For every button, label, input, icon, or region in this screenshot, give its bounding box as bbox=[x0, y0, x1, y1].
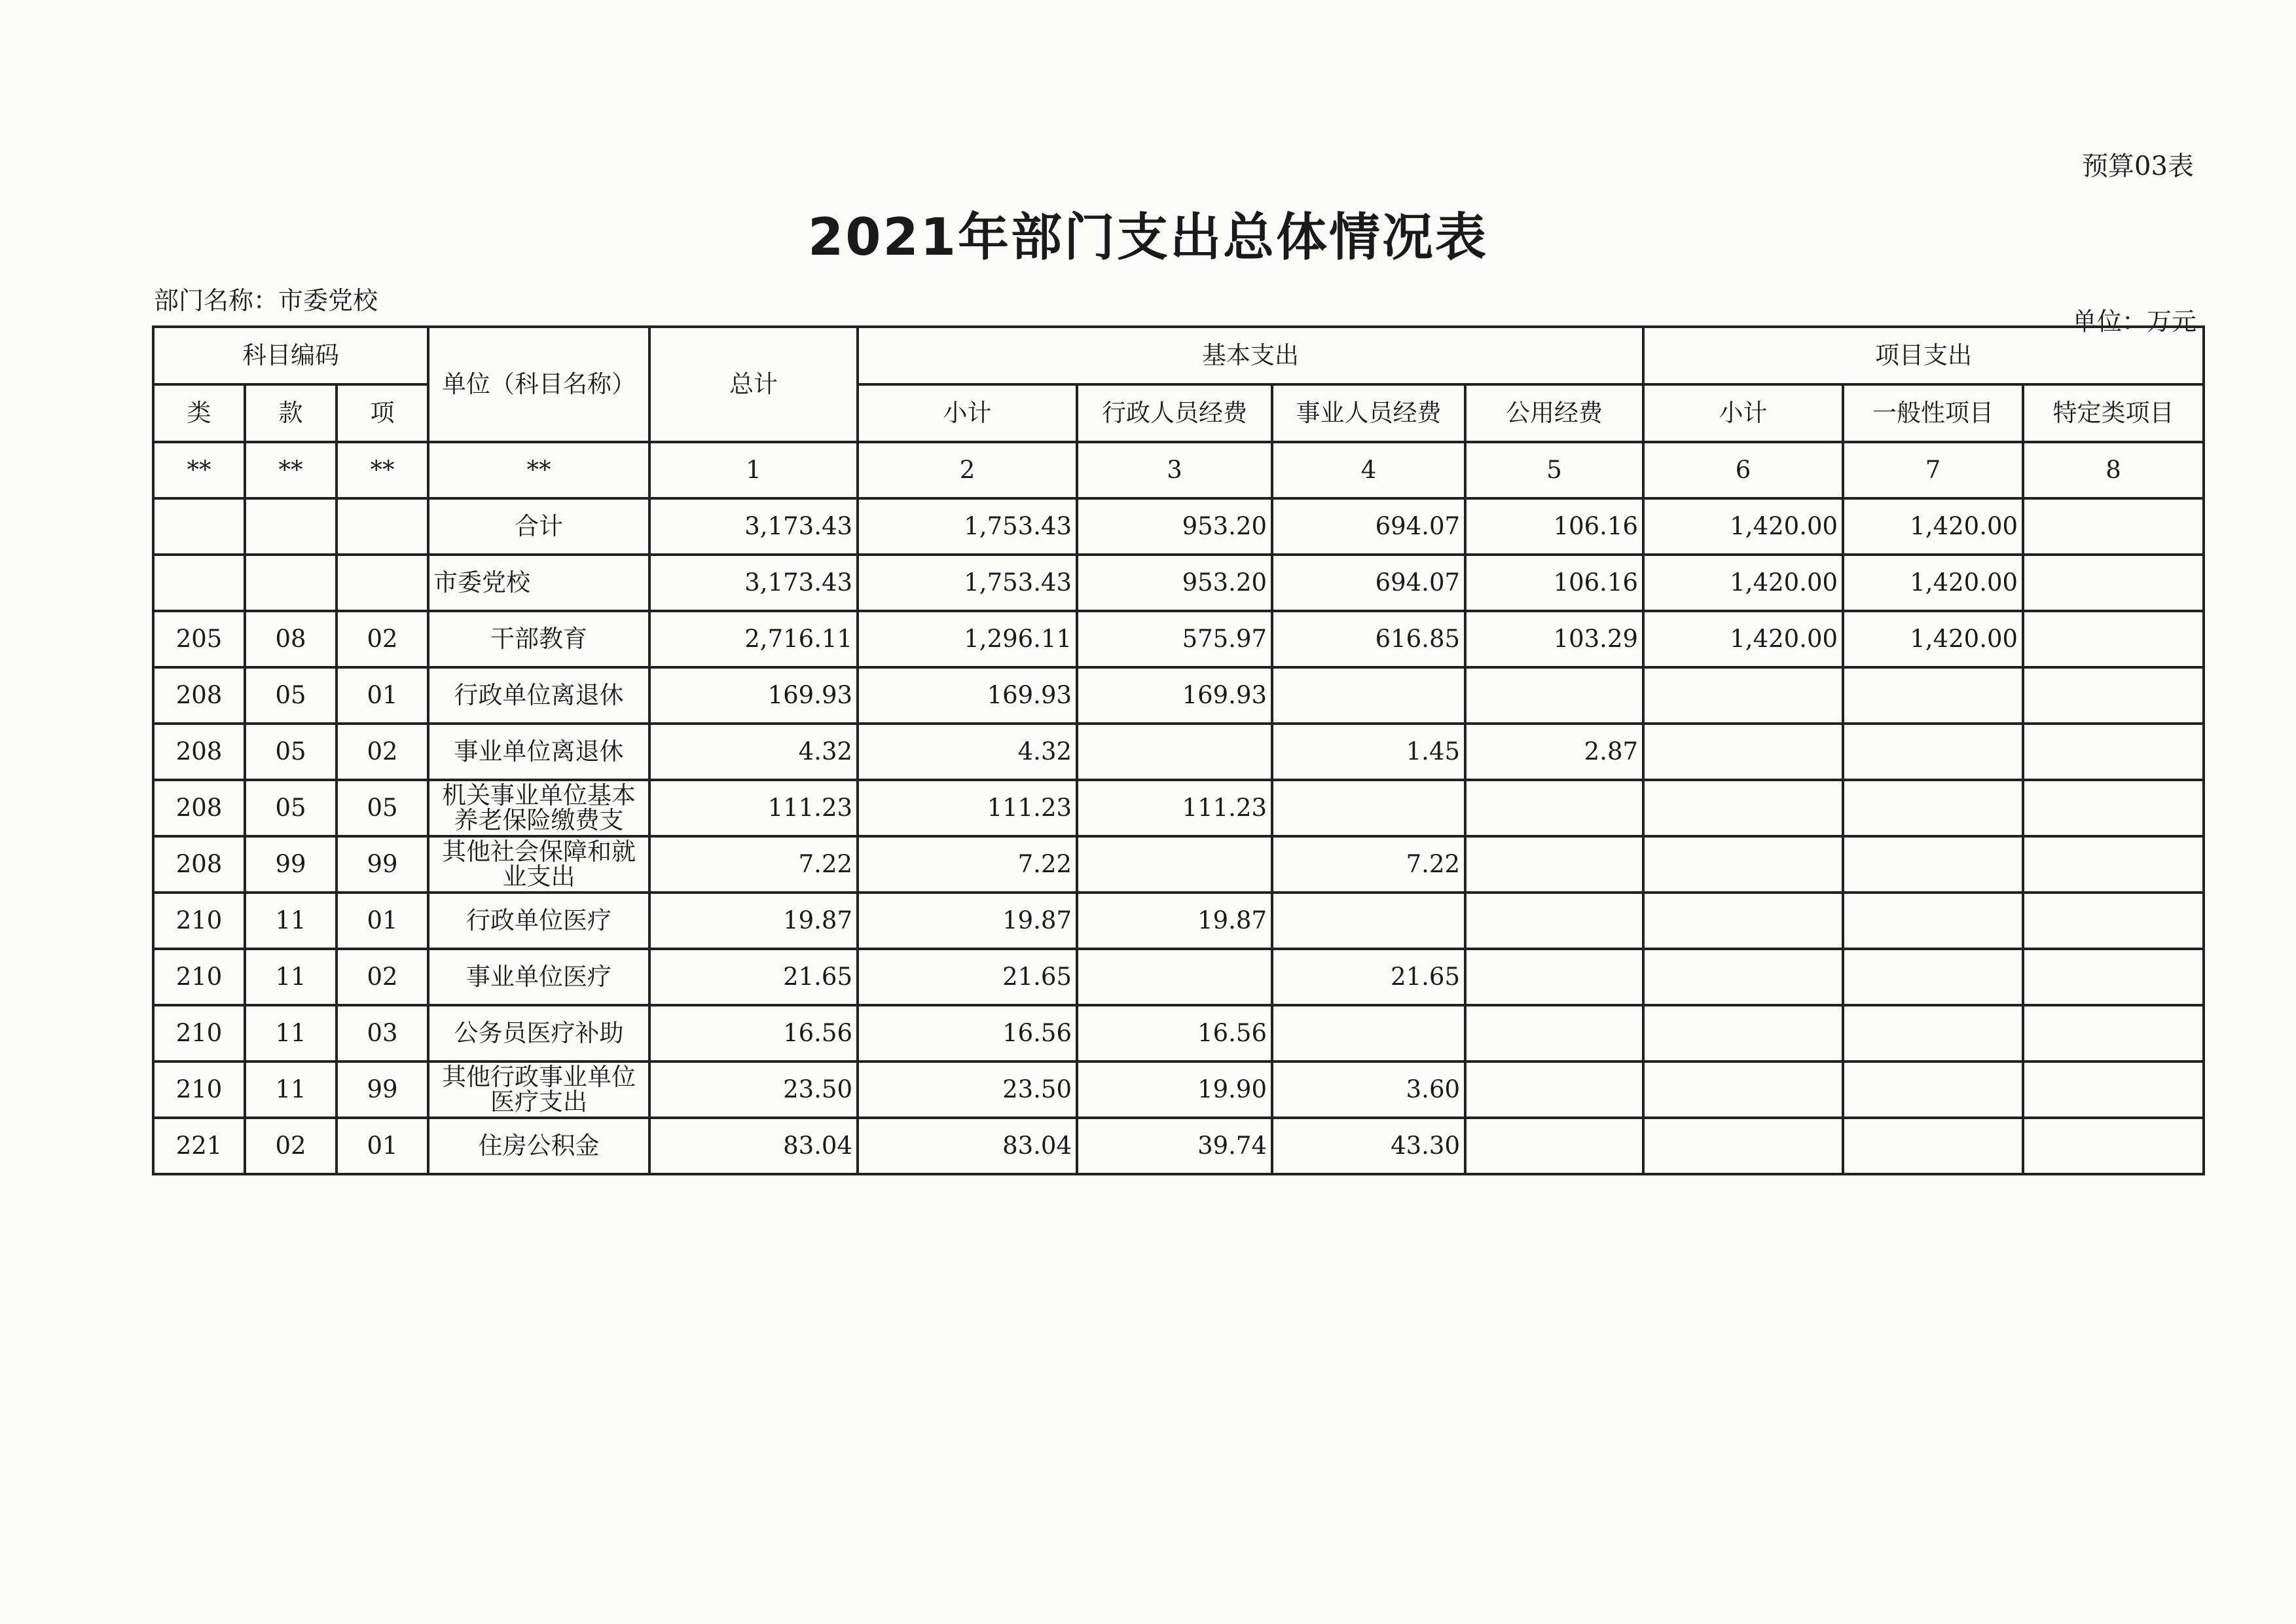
amount-cell: 19.87 bbox=[649, 893, 858, 949]
amount-cell: 103.29 bbox=[1465, 611, 1643, 667]
code-lei-cell: 208 bbox=[153, 724, 245, 780]
amount-cell bbox=[2023, 611, 2204, 667]
subject-name-cell: 机关事业单位基本养老保险缴费支 bbox=[428, 780, 649, 836]
amount-cell bbox=[1643, 724, 1843, 780]
code-kuan-cell: 99 bbox=[245, 836, 337, 893]
table-row bbox=[153, 836, 2204, 893]
department-label: 部门名称：市委党校 bbox=[154, 286, 378, 315]
amount-cell: 19.87 bbox=[858, 893, 1077, 949]
code-xiang-cell: 02 bbox=[337, 949, 428, 1005]
table-row bbox=[153, 611, 2204, 667]
amount-cell: 1,296.11 bbox=[858, 611, 1077, 667]
amount-cell bbox=[1465, 1118, 1643, 1174]
index-cell: ** bbox=[428, 442, 649, 498]
subject-name-cell: 事业单位离退休 bbox=[428, 724, 649, 780]
code-kuan-cell bbox=[245, 498, 337, 555]
code-lei-cell: 208 bbox=[153, 780, 245, 836]
index-cell: 5 bbox=[1465, 442, 1643, 498]
amount-cell bbox=[1643, 893, 1843, 949]
code-xiang-cell: 99 bbox=[337, 1061, 428, 1118]
index-cell: 6 bbox=[1643, 442, 1843, 498]
amount-cell: 16.56 bbox=[1077, 1005, 1272, 1061]
amount-cell: 2,716.11 bbox=[649, 611, 858, 667]
code-lei-cell: 221 bbox=[153, 1118, 245, 1174]
code-lei-cell bbox=[153, 498, 245, 555]
header-project-subtotal: 小计 bbox=[1643, 384, 1843, 442]
table-row bbox=[153, 949, 2204, 1005]
code-kuan-cell: 05 bbox=[245, 724, 337, 780]
code-xiang-cell: 01 bbox=[337, 893, 428, 949]
amount-cell bbox=[2023, 555, 2204, 611]
subject-name-cell: 事业单位医疗 bbox=[428, 949, 649, 1005]
subject-name-cell: 其他社会保障和就业支出 bbox=[428, 836, 649, 893]
amount-cell bbox=[1465, 949, 1643, 1005]
code-xiang-cell: 99 bbox=[337, 836, 428, 893]
amount-cell: 16.56 bbox=[649, 1005, 858, 1061]
amount-cell: 3,173.43 bbox=[649, 498, 858, 555]
amount-cell bbox=[2023, 667, 2204, 724]
code-kuan-cell: 11 bbox=[245, 949, 337, 1005]
amount-cell bbox=[2023, 1061, 2204, 1118]
table-row bbox=[153, 893, 2204, 949]
amount-cell bbox=[1077, 836, 1272, 893]
amount-cell: 169.93 bbox=[1077, 667, 1272, 724]
code-xiang-cell: 02 bbox=[337, 611, 428, 667]
code-kuan-cell: 11 bbox=[245, 893, 337, 949]
index-row bbox=[153, 442, 2204, 498]
amount-cell bbox=[2023, 893, 2204, 949]
code-kuan-cell: 11 bbox=[245, 1005, 337, 1061]
amount-cell bbox=[1843, 1005, 2023, 1061]
table-row bbox=[153, 780, 2204, 836]
amount-cell bbox=[1465, 836, 1643, 893]
subject-name-cell: 公务员医疗补助 bbox=[428, 1005, 649, 1061]
amount-cell: 1,420.00 bbox=[1643, 498, 1843, 555]
amount-cell bbox=[1843, 1061, 2023, 1118]
code-kuan-cell bbox=[245, 555, 337, 611]
index-cell: ** bbox=[337, 442, 428, 498]
amount-cell: 19.87 bbox=[1077, 893, 1272, 949]
unit-label: 单位：万元 bbox=[2072, 307, 2197, 336]
amount-cell: 2.87 bbox=[1465, 724, 1643, 780]
amount-cell: 4.32 bbox=[858, 724, 1077, 780]
subject-name-cell: 行政单位离退休 bbox=[428, 667, 649, 724]
header-kuan: 款 bbox=[245, 384, 337, 442]
amount-cell: 953.20 bbox=[1077, 498, 1272, 555]
header-special-project: 特定类项目 bbox=[2023, 384, 2204, 442]
amount-cell: 7.22 bbox=[649, 836, 858, 893]
amount-cell bbox=[1843, 949, 2023, 1005]
amount-cell: 39.74 bbox=[1077, 1118, 1272, 1174]
page-title: 2021年部门支出总体情况表 bbox=[807, 208, 1489, 267]
amount-cell bbox=[1465, 667, 1643, 724]
code-lei-cell: 205 bbox=[153, 611, 245, 667]
amount-cell bbox=[1465, 893, 1643, 949]
subject-name-cell: 行政单位医疗 bbox=[428, 893, 649, 949]
amount-cell: 1,420.00 bbox=[1643, 611, 1843, 667]
amount-cell bbox=[1843, 667, 2023, 724]
amount-cell: 7.22 bbox=[1272, 836, 1465, 893]
amount-cell: 3.60 bbox=[1272, 1061, 1465, 1118]
amount-cell: 21.65 bbox=[858, 949, 1077, 1005]
index-cell: ** bbox=[245, 442, 337, 498]
subject-name-cell: 干部教育 bbox=[428, 611, 649, 667]
subject-name-cell: 合计 bbox=[428, 498, 649, 555]
index-cell: 8 bbox=[2023, 442, 2204, 498]
amount-cell: 4.32 bbox=[649, 724, 858, 780]
code-lei-cell: 210 bbox=[153, 893, 245, 949]
amount-cell: 111.23 bbox=[858, 780, 1077, 836]
code-xiang-cell bbox=[337, 498, 428, 555]
amount-cell bbox=[1643, 780, 1843, 836]
amount-cell: 106.16 bbox=[1465, 498, 1643, 555]
amount-cell bbox=[1643, 667, 1843, 724]
table-row bbox=[153, 498, 2204, 555]
amount-cell: 694.07 bbox=[1272, 555, 1465, 611]
header-project-expenditure: 项目支出 bbox=[1643, 327, 2204, 384]
amount-cell: 83.04 bbox=[858, 1118, 1077, 1174]
amount-cell: 1,420.00 bbox=[1843, 555, 2023, 611]
amount-cell bbox=[1077, 949, 1272, 1005]
amount-cell bbox=[1272, 1005, 1465, 1061]
amount-cell: 1,420.00 bbox=[1643, 555, 1843, 611]
expenditure-table bbox=[152, 325, 2205, 1175]
amount-cell: 1,420.00 bbox=[1843, 611, 2023, 667]
amount-cell: 3,173.43 bbox=[649, 555, 858, 611]
code-lei-cell: 210 bbox=[153, 1005, 245, 1061]
amount-cell bbox=[2023, 1118, 2204, 1174]
amount-cell: 23.50 bbox=[858, 1061, 1077, 1118]
amount-cell bbox=[1272, 893, 1465, 949]
code-kuan-cell: 05 bbox=[245, 780, 337, 836]
amount-cell: 7.22 bbox=[858, 836, 1077, 893]
amount-cell: 106.16 bbox=[1465, 555, 1643, 611]
subject-name-cell: 住房公积金 bbox=[428, 1118, 649, 1174]
amount-cell: 1,753.43 bbox=[858, 555, 1077, 611]
table-row bbox=[153, 1061, 2204, 1118]
header-admin-staff: 行政人员经费 bbox=[1077, 384, 1272, 442]
amount-cell bbox=[2023, 780, 2204, 836]
index-cell: 2 bbox=[858, 442, 1077, 498]
header-basic-subtotal: 小计 bbox=[858, 384, 1077, 442]
amount-cell bbox=[1272, 780, 1465, 836]
index-cell: 7 bbox=[1843, 442, 2023, 498]
amount-cell bbox=[1843, 836, 2023, 893]
code-lei-cell: 210 bbox=[153, 949, 245, 1005]
amount-cell bbox=[1643, 1118, 1843, 1174]
amount-cell: 19.90 bbox=[1077, 1061, 1272, 1118]
table-row bbox=[153, 1005, 2204, 1061]
amount-cell: 21.65 bbox=[1272, 949, 1465, 1005]
table-row bbox=[153, 555, 2204, 611]
index-cell: 3 bbox=[1077, 442, 1272, 498]
code-lei-cell: 208 bbox=[153, 667, 245, 724]
amount-cell bbox=[2023, 498, 2204, 555]
amount-cell bbox=[1465, 1061, 1643, 1118]
amount-cell: 23.50 bbox=[649, 1061, 858, 1118]
amount-cell: 111.23 bbox=[1077, 780, 1272, 836]
amount-cell bbox=[1465, 1005, 1643, 1061]
code-xiang-cell: 03 bbox=[337, 1005, 428, 1061]
code-xiang-cell: 02 bbox=[337, 724, 428, 780]
header-lei: 类 bbox=[153, 384, 245, 442]
amount-cell bbox=[1643, 836, 1843, 893]
amount-cell: 111.23 bbox=[649, 780, 858, 836]
amount-cell: 21.65 bbox=[649, 949, 858, 1005]
header-general-project: 一般性项目 bbox=[1843, 384, 2023, 442]
code-lei-cell: 210 bbox=[153, 1061, 245, 1118]
index-cell: ** bbox=[153, 442, 245, 498]
amount-cell: 43.30 bbox=[1272, 1118, 1465, 1174]
header-inst-staff: 事业人员经费 bbox=[1272, 384, 1465, 442]
amount-cell: 1.45 bbox=[1272, 724, 1465, 780]
header-basic-expenditure: 基本支出 bbox=[858, 327, 1643, 384]
amount-cell bbox=[2023, 724, 2204, 780]
code-kuan-cell: 08 bbox=[245, 611, 337, 667]
amount-cell bbox=[1643, 1005, 1843, 1061]
code-kuan-cell: 02 bbox=[245, 1118, 337, 1174]
form-number: 预算03表 bbox=[2082, 151, 2194, 181]
amount-cell bbox=[2023, 949, 2204, 1005]
amount-cell bbox=[1843, 1118, 2023, 1174]
header-xiang: 项 bbox=[337, 384, 428, 442]
amount-cell bbox=[1077, 724, 1272, 780]
code-lei-cell bbox=[153, 555, 245, 611]
subject-name-cell: 其他行政事业单位医疗支出 bbox=[428, 1061, 649, 1118]
amount-cell bbox=[1843, 724, 2023, 780]
amount-cell: 1,420.00 bbox=[1843, 498, 2023, 555]
header-unit-name: 单位（科目名称） bbox=[428, 327, 649, 442]
amount-cell: 1,753.43 bbox=[858, 498, 1077, 555]
code-xiang-cell: 05 bbox=[337, 780, 428, 836]
header-row-1 bbox=[153, 327, 2204, 384]
table-row bbox=[153, 1118, 2204, 1174]
amount-cell bbox=[1843, 893, 2023, 949]
amount-cell bbox=[1272, 667, 1465, 724]
code-kuan-cell: 11 bbox=[245, 1061, 337, 1118]
amount-cell: 169.93 bbox=[858, 667, 1077, 724]
code-lei-cell: 208 bbox=[153, 836, 245, 893]
header-public-fund: 公用经费 bbox=[1465, 384, 1643, 442]
amount-cell: 575.97 bbox=[1077, 611, 1272, 667]
amount-cell: 616.85 bbox=[1272, 611, 1465, 667]
code-xiang-cell: 01 bbox=[337, 667, 428, 724]
index-cell: 1 bbox=[649, 442, 858, 498]
amount-cell: 953.20 bbox=[1077, 555, 1272, 611]
amount-cell bbox=[2023, 836, 2204, 893]
code-xiang-cell bbox=[337, 555, 428, 611]
amount-cell: 16.56 bbox=[858, 1005, 1077, 1061]
code-kuan-cell: 05 bbox=[245, 667, 337, 724]
amount-cell bbox=[1643, 1061, 1843, 1118]
table-row bbox=[153, 724, 2204, 780]
amount-cell bbox=[1643, 949, 1843, 1005]
amount-cell bbox=[2023, 1005, 2204, 1061]
header-subject-code: 科目编码 bbox=[153, 327, 428, 384]
header-total: 总计 bbox=[649, 327, 858, 442]
table-row bbox=[153, 667, 2204, 724]
amount-cell: 83.04 bbox=[649, 1118, 858, 1174]
amount-cell: 169.93 bbox=[649, 667, 858, 724]
amount-cell bbox=[1843, 780, 2023, 836]
amount-cell bbox=[1465, 780, 1643, 836]
subject-name-cell: 市委党校 bbox=[428, 555, 649, 611]
index-cell: 4 bbox=[1272, 442, 1465, 498]
code-xiang-cell: 01 bbox=[337, 1118, 428, 1174]
amount-cell: 694.07 bbox=[1272, 498, 1465, 555]
